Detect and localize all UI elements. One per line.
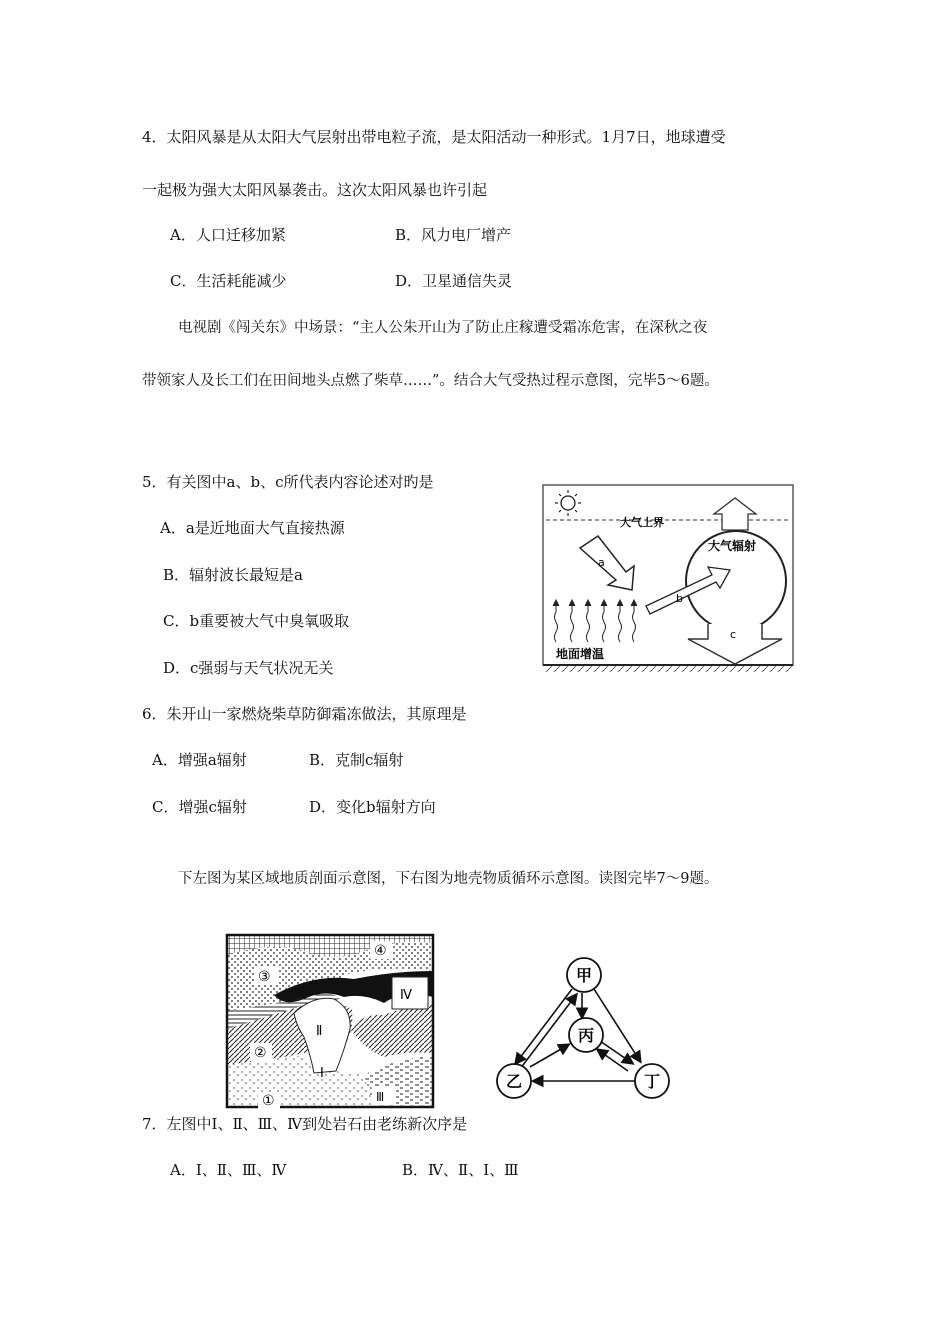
q5-option-b: B．辐射波长最短是a [163,566,303,584]
q5-option-a: A．a是近地面大气直接热源 [160,519,345,537]
rock-II-label: Ⅱ [316,1024,323,1039]
q6-stem: 6．朱开山一家燃烧柴草防御霜冻做法，其原理是 [142,705,467,723]
q4-option-c: C．生活耗能减少 [170,272,287,290]
q4-option-b: B．风力电厂增产 [395,226,512,244]
upper-atmosphere-label: 大气上界 [620,516,664,529]
q6-option-d: D．变化b辐射方向 [309,798,436,816]
intro-5-6-line1: 电视剧《闯关东》中场景：“主人公朱开山为了防止庄稼遭受霜冻危害，在深秋之夜 [178,320,708,336]
layer-2-label: ② [254,1045,267,1061]
q4-stem-line2: 一起极为强大太阳风暴袭击。这次太阳风暴也许引起 [142,181,488,199]
node-bing: 丙 [577,1026,595,1045]
sun-icon [555,490,581,516]
layer-4-label: ④ [374,943,387,959]
label-c: c [730,628,737,641]
label-b: b [676,592,683,605]
q6-option-b: B．克制c辐射 [309,751,404,769]
q6-option-a: A．增强a辐射 [152,751,247,769]
q4-option-d: D．卫星通信失灵 [395,272,513,290]
intro-5-6-line2: 带领家人及长工们在田间地头点燃了柴草……”。结合大气受热过程示意图，完毕5～6题。 [142,373,719,389]
node-ding: 丁 [643,1072,661,1091]
layer-3-label: ③ [258,969,271,985]
q6-option-c: C．增强c辐射 [152,798,247,816]
atmo-radiation-label: 大气辐射 [708,539,757,553]
q5-option-d: D．c强弱与天气状况无关 [163,659,334,677]
q5-stem: 5．有关图中a、b、c所代表内容论述对旳是 [142,473,434,491]
q4-stem-line1: 4．太阳风暴是从太阳大气层射出带电粒子流，是太阳活动一种形式。1月7日，地球遭受 [142,128,726,146]
q7-stem: 7．左图中Ⅰ、Ⅱ、Ⅲ、Ⅳ到处岩石由老练新次序是 [142,1115,468,1133]
atmosphere-heating-diagram [542,484,794,676]
layer-1-label: ① [262,1093,275,1109]
node-yi: 乙 [505,1072,523,1091]
rock-III-label: Ⅲ [376,1090,385,1104]
label-a: a [598,556,605,569]
intro-7-9: 下左图为某区域地质剖面示意图，下右图为地壳物质循环示意图。读图完毕7～9题。 [178,871,719,887]
q4-option-a: A．人口迁移加紧 [170,226,286,244]
geologic-section-diagram [224,933,438,1111]
q7-option-b: B．Ⅳ、Ⅱ、Ⅰ、Ⅲ [402,1161,519,1179]
q7-option-a: A．Ⅰ、Ⅱ、Ⅲ、Ⅳ [170,1161,287,1179]
crust-cycle-diagram [490,955,680,1105]
rock-I-label: Ⅰ [320,1066,324,1081]
ground-warming-label: 地面增温 [556,647,605,661]
node-jia: 甲 [575,966,593,985]
q5-option-c: C．b重要被大气中臭氧吸取 [163,612,350,630]
rock-IV-label: Ⅳ [400,988,412,1003]
